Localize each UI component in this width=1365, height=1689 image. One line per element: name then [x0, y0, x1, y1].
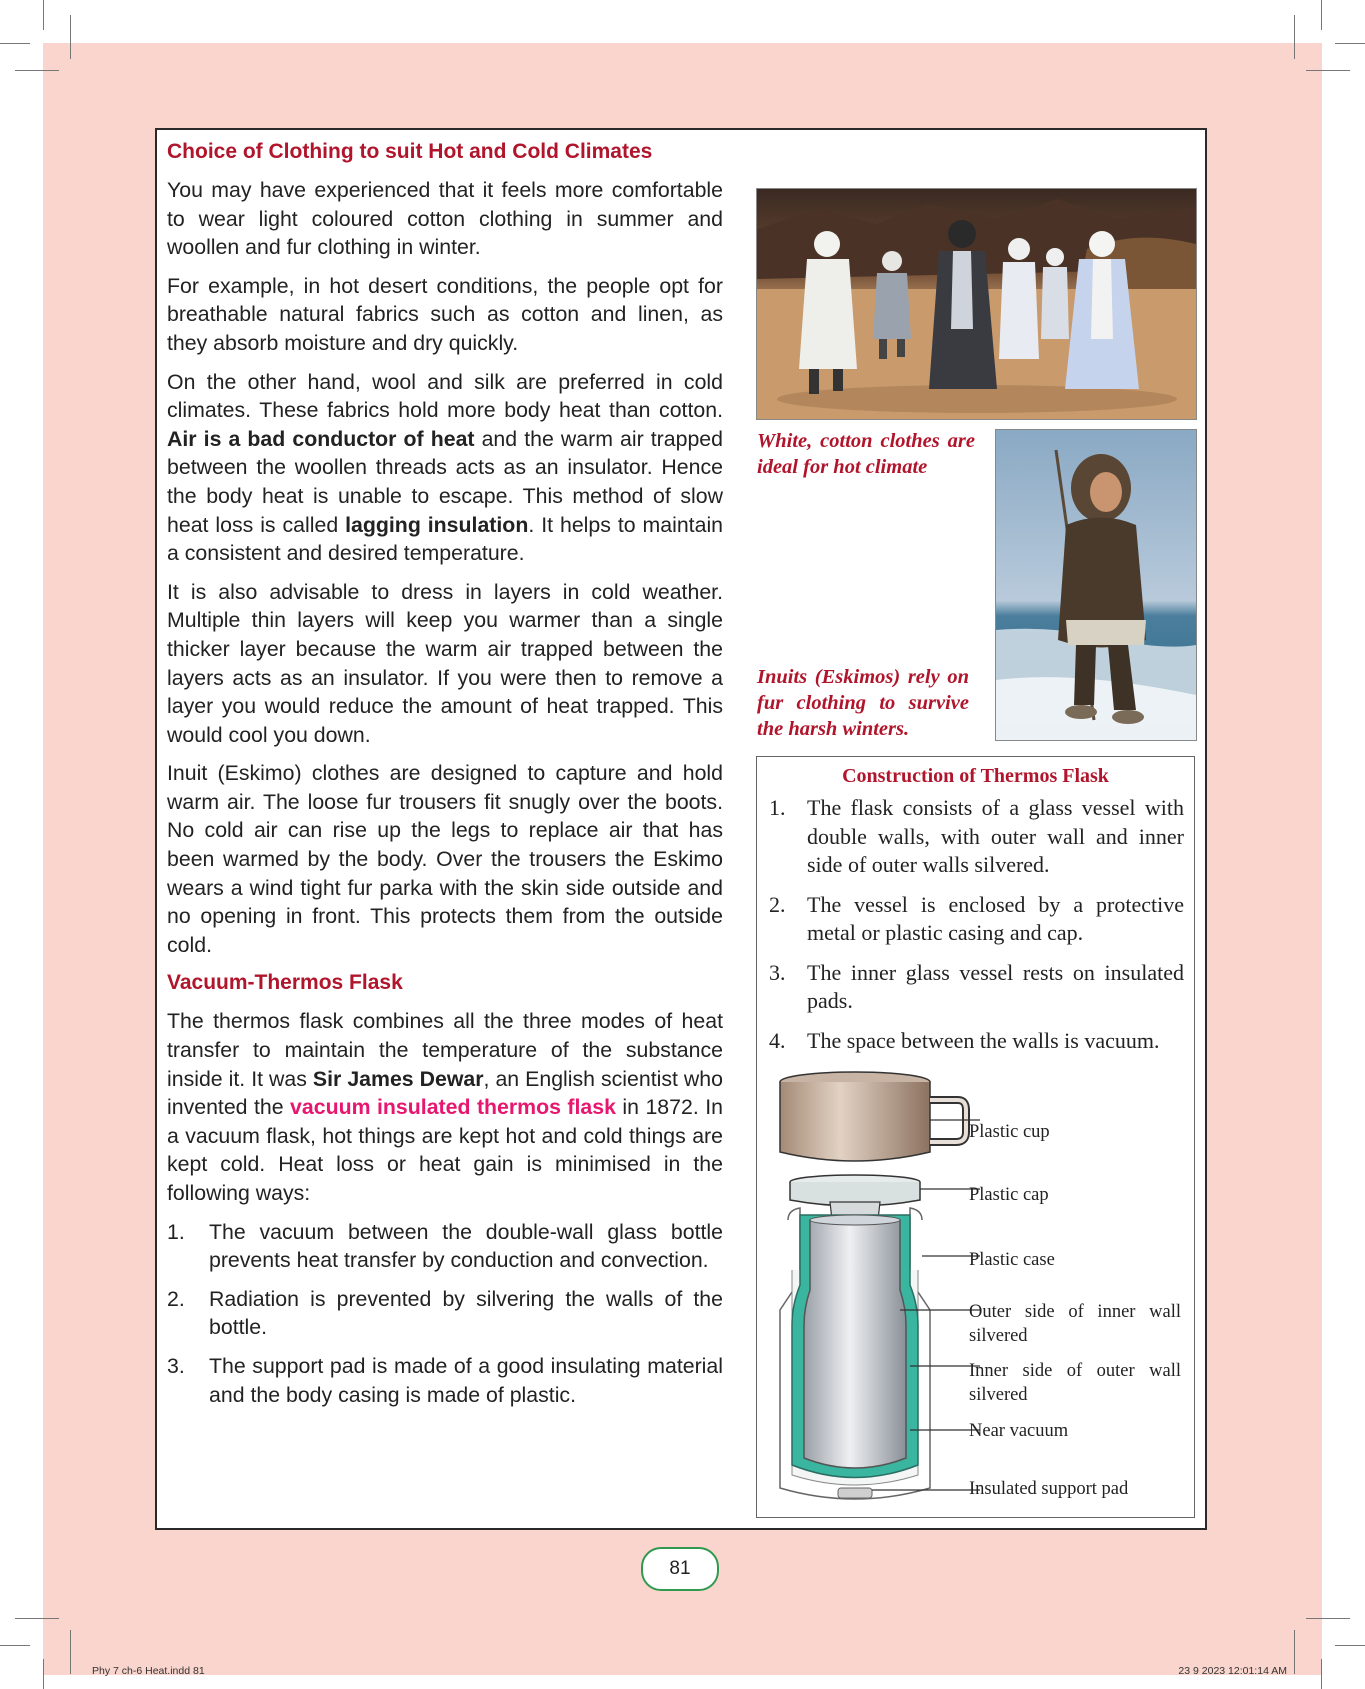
- paragraph: [167, 368, 723, 568]
- crop-mark: [0, 43, 30, 44]
- desert-photo-caption: White, cotton clothes are ideal for hot climate: [757, 430, 975, 478]
- label-plastic-case: Plastic case: [969, 1250, 1055, 1270]
- list-number: 2.: [167, 1286, 185, 1311]
- crop-mark: [1335, 43, 1365, 44]
- crop-mark: [1335, 1645, 1365, 1646]
- paragraph: Inuit (Eskimo) clothes are designed to capture and hold warm air. The loose fur trousers fit snugly over the boots. No cold air can rise up the legs to replace air that has been warmed by the body. Over the trousers the Eskimo wears a wind tight fur parka with the skin side outside and no opening in front. This protects them from the outside cold.: [167, 761, 723, 957]
- inuit-photo-caption: Inuits (Eskimos) rely on fur clothing to survive the harsh winters.: [757, 666, 969, 740]
- list-item: [167, 1218, 723, 1275]
- box-title: Construction of Thermos Flask: [842, 765, 1109, 787]
- text-run: , an English scientist who invented the: [167, 1066, 723, 1120]
- heat-loss-ways-list: [167, 1218, 723, 1410]
- list-number: 1.: [769, 795, 786, 820]
- crop-mark: [1294, 1630, 1295, 1674]
- bold-term: Sir James Dewar: [312, 1066, 484, 1091]
- bold-term: lagging insulation: [345, 512, 529, 537]
- crop-mark: [43, 0, 44, 30]
- list-text: The support pad is made of a good insulating material and the body casing is made of plastic.: [209, 1353, 723, 1407]
- crop-mark: [1306, 1618, 1350, 1619]
- page-number: 81: [641, 1547, 719, 1591]
- crop-mark: [43, 1659, 44, 1689]
- list-item: [167, 1352, 723, 1409]
- label-insulated-support-pad: Insulated support pad: [969, 1479, 1129, 1499]
- text-run: . It helps to maintain a consistent and desired temperature.: [167, 512, 724, 566]
- label-plastic-cup: Plastic cup: [969, 1122, 1050, 1142]
- crop-mark: [1294, 15, 1295, 59]
- list-number: 2.: [769, 891, 786, 917]
- paragraph: You may have experienced that it feels more comfortable to wear light coloured cotton clothing in summer and woollen and fur clothing in winter.: [167, 178, 723, 260]
- desert-people-photo: [756, 188, 1197, 420]
- crop-mark: [70, 15, 71, 59]
- label-outer-side-inner-wall: Outer side of inner wall silvered: [969, 1302, 1181, 1346]
- list-item: [167, 1285, 723, 1342]
- list-number: 3.: [769, 959, 786, 985]
- list-text: The vacuum between the double-wall glass bottle prevents heat transfer by conduction and convection.: [209, 1219, 723, 1273]
- list-number: 4.: [769, 1027, 786, 1053]
- label-near-vacuum: Near vacuum: [969, 1421, 1069, 1441]
- slug-timestamp: 23 9 2023 12:01:14 AM: [1178, 1665, 1287, 1677]
- highlighted-term: vacuum insulated thermos flask: [290, 1095, 616, 1120]
- subsection-heading: Vacuum-Thermos Flask: [167, 971, 403, 995]
- label-inner-side-outer-wall: Inner side of outer wall silvered: [969, 1361, 1181, 1405]
- plastic-cap: [790, 1175, 920, 1206]
- paragraph: For example, in hot desert conditions, the people opt for breathable natural fabrics such as cotton and linen, as they absorb moisture and dry quickly.: [167, 273, 723, 355]
- crop-mark: [15, 1618, 59, 1619]
- list-item: [757, 1027, 1194, 1056]
- crop-mark: [15, 70, 59, 71]
- paragraph: [167, 1007, 723, 1207]
- inuit-photo: [995, 429, 1197, 741]
- text-run: The thermos flask combines all the three modes of heat transfer to maintain the temperature of the substance inside it. It was: [167, 1009, 723, 1091]
- crop-mark: [1306, 70, 1350, 71]
- crop-mark: [70, 1630, 71, 1674]
- section-heading: Choice of Clothing to suit Hot and Cold Climates: [167, 140, 653, 163]
- thermos-diagram: [760, 1070, 980, 1510]
- construction-list: [757, 794, 1194, 1055]
- label-plastic-cap: Plastic cap: [969, 1185, 1049, 1205]
- text-run: and the warm air trapped between the woollen threads acts as an insulator. Hence the body heat is unable to escape. This method of slow heat loss is called: [167, 426, 723, 537]
- plastic-cup: [780, 1072, 966, 1161]
- list-text: Radiation is prevented by silvering the walls of the bottle.: [209, 1286, 723, 1340]
- list-number: 3.: [167, 1353, 185, 1378]
- crop-mark: [0, 1645, 30, 1646]
- crop-mark: [1321, 0, 1322, 30]
- list-text: The inner glass vessel rests on insulated pads.: [807, 959, 1184, 1013]
- crop-mark: [1321, 1659, 1322, 1689]
- list-text: The space between the walls is vacuum.: [807, 1027, 1160, 1053]
- main-text-column: [167, 138, 723, 1419]
- list-item: [757, 891, 1194, 948]
- bold-term: Air is a bad conductor of heat: [167, 426, 475, 451]
- list-number: 1.: [167, 1219, 185, 1244]
- list-text: The vessel is enclosed by a protective metal or plastic casing and cap.: [807, 891, 1184, 945]
- list-item: [757, 794, 1194, 880]
- text-run: in 1872. In a vacuum flask, hot things are kept hot and cold things are kept cold. Heat loss or heat gain is minimised in the following ways:: [167, 1095, 723, 1205]
- list-text: The flask consists of a glass vessel with double walls, with outer wall and inner side of outer walls silvered.: [807, 795, 1184, 877]
- list-item: [757, 959, 1194, 1016]
- slug-file-info: Phy 7 ch-6 Heat.indd 81: [92, 1665, 205, 1677]
- paragraph: It is also advisable to dress in layers in cold weather. Multiple thin layers will keep you warmer than a single thicker layer because the warm air trapped between the layers acts as an insulator. If you were then to remove a layer you would reduce the amount of heat trapped. This would cool you down.: [167, 579, 723, 747]
- text-run: On the other hand, wool and silk are preferred in cold climates. These fabrics hold more body heat than cotton.: [167, 369, 723, 423]
